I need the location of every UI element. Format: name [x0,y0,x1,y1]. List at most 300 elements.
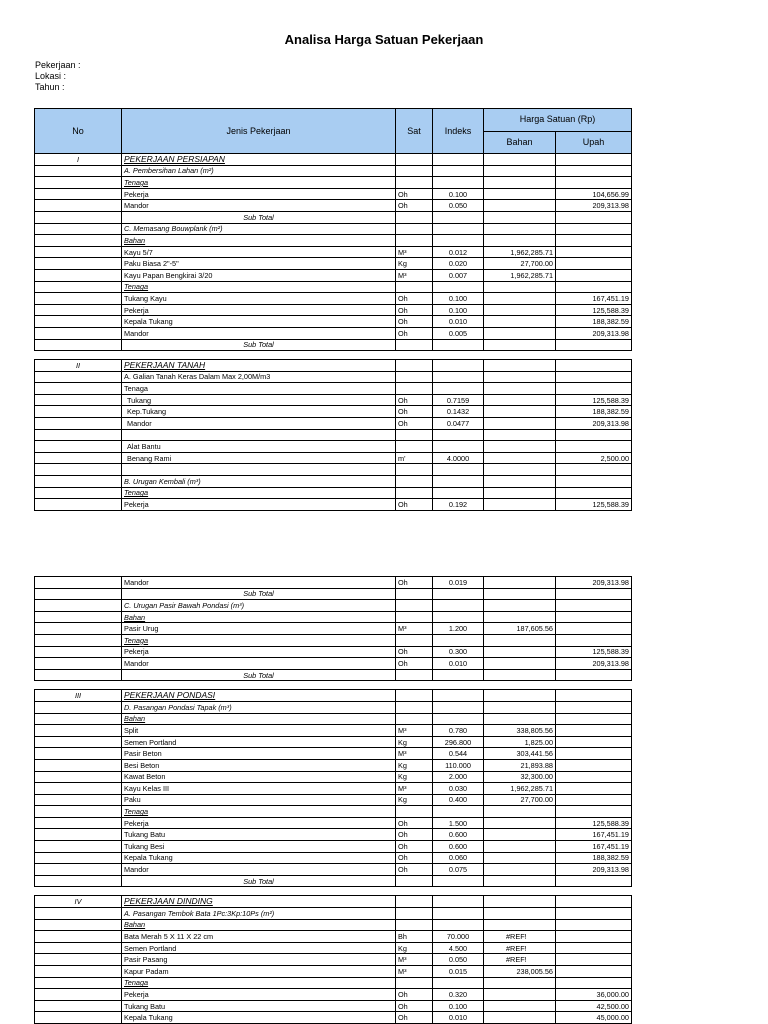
table-cell [396,441,433,453]
table-cell [396,429,433,441]
table-cell: M³ [396,748,433,760]
section-row [35,360,632,372]
table-cell [484,896,556,908]
table-cell: Alat Bantu [122,441,396,453]
analysis-table-2 [34,576,632,1024]
table-cell: Kg [396,759,433,771]
document-meta [35,60,81,93]
table-cell: Pasir Pasang [122,954,396,966]
table-cell [556,339,632,351]
table-cell: Oh [396,394,433,406]
table-cell [556,794,632,806]
table-cell: Pekerja [122,304,396,316]
table-cell [484,223,556,235]
table-cell [396,875,433,887]
table-cell [433,611,484,623]
table-row [35,200,632,212]
table-cell: Oh [396,418,433,430]
table-cell: Mandor [122,864,396,876]
table-cell: 1,962,285.71 [484,246,556,258]
table-cell: 36,000.00 [556,989,632,1001]
table-cell [35,246,122,258]
table-row [35,281,632,293]
table-cell [35,942,122,954]
table-cell [433,806,484,818]
table-cell: 32,300.00 [484,771,556,783]
table-cell: Tukang Kayu [122,293,396,305]
table-cell [35,327,122,339]
table-cell [35,817,122,829]
table-cell: 0.015 [433,966,484,978]
table-cell [484,1000,556,1012]
table-cell: Pekerja [122,646,396,658]
table-cell [433,165,484,177]
table-cell [35,383,122,395]
table-row [35,736,632,748]
table-cell [396,896,433,908]
table-cell: Tukang Besi [122,841,396,853]
table-cell: Pekerja [122,989,396,1001]
table-cell [396,371,433,383]
table-cell [556,806,632,818]
table-cell [35,293,122,305]
meta-tahun: Tahun : [35,82,65,92]
table-cell [35,771,122,783]
table-cell [433,476,484,488]
table-cell: Tenaga [122,383,396,395]
table-cell [433,487,484,499]
table-cell: 188,382.59 [556,852,632,864]
table-cell: 0.075 [433,864,484,876]
table-cell: Oh [396,293,433,305]
table-cell [556,154,632,166]
table-cell [35,429,122,441]
table-cell [396,235,433,247]
table-cell: 209,313.98 [556,200,632,212]
table-cell [484,669,556,681]
table-cell: 0.050 [433,954,484,966]
table-cell [556,487,632,499]
table-cell [556,464,632,476]
table-row [35,577,632,589]
section-row [35,896,632,908]
table-cell [35,588,122,600]
table-row [35,476,632,488]
table-cell [484,658,556,670]
table-cell [484,577,556,589]
table-cell: PEKERJAAN PONDASI [122,690,396,702]
table-row [35,452,632,464]
section-row [35,154,632,166]
table-cell [396,154,433,166]
table-cell [35,966,122,978]
table-cell [396,634,433,646]
table-cell: M³ [396,966,433,978]
table-cell: III [35,690,122,702]
table-cell [35,165,122,177]
table-cell: Oh [396,304,433,316]
table-cell [433,383,484,395]
table-cell [556,246,632,258]
table-cell [396,669,433,681]
table-cell: 0.7159 [433,394,484,406]
table-cell [433,588,484,600]
table-cell [484,690,556,702]
table-cell: Tenaga [122,281,396,293]
table-cell [433,977,484,989]
table-cell [35,646,122,658]
table-cell [484,464,556,476]
table-cell: 209,313.98 [556,577,632,589]
table-cell: A. Pembersihan Lahan (m²) [122,165,396,177]
table-cell: 2.000 [433,771,484,783]
table-row [35,235,632,247]
table-body [35,154,632,511]
table-cell [35,841,122,853]
table-cell [35,600,122,612]
table-cell [484,634,556,646]
table-row [35,383,632,395]
table-cell: Tukang [122,394,396,406]
table-row [35,725,632,737]
table-cell [35,418,122,430]
table-cell: Kg [396,258,433,270]
table-cell [556,383,632,395]
table-cell: Pekerja [122,499,396,511]
table-cell: 209,313.98 [556,418,632,430]
table-cell [396,487,433,499]
table-cell: 0.1432 [433,406,484,418]
page-title: Analisa Harga Satuan Pekerjaan [284,32,484,47]
table-cell: 1,825.00 [484,736,556,748]
table-cell: D. Pasangan Pondasi Tapak (m³) [122,701,396,713]
table-row [35,623,632,635]
table-row [35,487,632,499]
table-row [35,464,632,476]
table-cell: IV [35,896,122,908]
section-row [35,690,632,702]
table-cell: 0.100 [433,1000,484,1012]
table-cell [556,713,632,725]
table-cell [396,360,433,372]
table-cell: Kg [396,736,433,748]
table-cell: 0.300 [433,646,484,658]
table-cell: 303,441.56 [484,748,556,760]
table-cell: Oh [396,327,433,339]
table-cell [484,327,556,339]
table-cell: Pasir Urug [122,623,396,635]
table-cell: 167,451.19 [556,841,632,853]
table-cell [484,487,556,499]
table-row [35,304,632,316]
table-row [35,246,632,258]
table-cell: 27,700.00 [484,258,556,270]
table-cell: 110.000 [433,759,484,771]
table-cell: M³ [396,725,433,737]
table-cell [484,316,556,328]
table-cell [35,713,122,725]
table-cell: Oh [396,1012,433,1024]
table-cell: Pekerja [122,188,396,200]
table-cell [35,908,122,920]
table-cell [433,690,484,702]
table-cell [556,725,632,737]
table-cell [484,646,556,658]
table-cell [35,725,122,737]
table-cell [556,634,632,646]
table-cell: Tenaga [122,634,396,646]
table-cell: M³ [396,246,433,258]
table-cell: Oh [396,577,433,589]
table-cell [396,281,433,293]
table-cell: 4.500 [433,942,484,954]
table-cell [484,713,556,725]
table-cell: M³ [396,954,433,966]
table-cell [35,1012,122,1024]
table-cell: 1.500 [433,817,484,829]
table-cell [35,954,122,966]
table-row [35,783,632,795]
table-cell [396,690,433,702]
table-cell: 125,588.39 [556,499,632,511]
subtotal-row [35,211,632,223]
table-cell: 70.000 [433,931,484,943]
table-cell [35,783,122,795]
table-cell [556,588,632,600]
table-cell: 338,805.56 [484,725,556,737]
table-cell [484,499,556,511]
table-cell [433,713,484,725]
table-row [35,600,632,612]
table-cell: Sub Total [122,669,396,681]
table-cell: Kawat Beton [122,771,396,783]
table-cell: 0.005 [433,327,484,339]
table-cell [433,464,484,476]
table-cell [396,806,433,818]
table-cell [556,281,632,293]
table-cell: 0.019 [433,577,484,589]
table-cell [433,360,484,372]
table-cell: Tenaga [122,977,396,989]
table-cell: Tenaga [122,177,396,189]
table-cell [35,875,122,887]
table-cell [35,394,122,406]
table-cell [556,600,632,612]
table-cell: 1,962,285.71 [484,269,556,281]
table-cell [433,235,484,247]
table-cell: 0.400 [433,794,484,806]
table-row [35,977,632,989]
table-cell: Oh [396,841,433,853]
table-cell [396,177,433,189]
table-cell [556,429,632,441]
table-cell: 0.600 [433,829,484,841]
table-cell: 188,382.59 [556,406,632,418]
table-cell [484,371,556,383]
table-cell [433,371,484,383]
table-body [35,577,632,1024]
table-row [35,806,632,818]
table-cell: A. Pasangan Tembok Bata 1Pc:3Kp:10Ps (m²) [122,908,396,920]
table-cell [556,736,632,748]
table-cell [35,339,122,351]
table-cell: 0.544 [433,748,484,760]
table-cell [484,1012,556,1024]
table-cell: Kg [396,794,433,806]
header-no: No [35,109,122,154]
table-cell [35,806,122,818]
table-cell [556,223,632,235]
table-cell [35,887,632,896]
table-cell [433,669,484,681]
table-cell [35,852,122,864]
table-cell: 0.010 [433,658,484,670]
table-row [35,701,632,713]
table-row [35,954,632,966]
table-cell: I [35,154,122,166]
table-cell: Oh [396,646,433,658]
table-cell [556,258,632,270]
table-cell: 209,313.98 [556,864,632,876]
table-cell [484,875,556,887]
table-row [35,165,632,177]
table-cell [433,896,484,908]
table-cell [556,896,632,908]
table-cell [35,1000,122,1012]
table-cell [556,165,632,177]
table-cell [556,759,632,771]
table-row [35,441,632,453]
table-cell: Kep.Tukang [122,406,396,418]
table-cell [484,701,556,713]
table-row [35,371,632,383]
table-cell [396,908,433,920]
table-cell: 1,962,285.71 [484,783,556,795]
table-cell: Mandor [122,658,396,670]
table-cell: M³ [396,269,433,281]
table-cell: Bahan [122,611,396,623]
subtotal-row [35,339,632,351]
table-row [35,794,632,806]
table-cell [556,211,632,223]
table-cell [35,200,122,212]
table-cell [35,864,122,876]
table-row [35,887,632,896]
table-cell [484,476,556,488]
table-cell [484,429,556,441]
table-cell [433,177,484,189]
table-row [35,864,632,876]
table-cell [35,669,122,681]
table-cell [556,669,632,681]
table-row [35,188,632,200]
table-cell [433,441,484,453]
table-cell [556,623,632,635]
table-cell: II [35,360,122,372]
table-cell: 0.050 [433,200,484,212]
table-cell: Kapur Padam [122,966,396,978]
table-cell [484,829,556,841]
table-cell: 0.010 [433,316,484,328]
table-cell [556,177,632,189]
table-cell [484,406,556,418]
table-cell: 0.320 [433,989,484,1001]
table-cell: B. Urugan Kembali (m³) [122,476,396,488]
table-cell [484,588,556,600]
subtotal-row [35,588,632,600]
table-cell: Oh [396,200,433,212]
table-cell: 0.0477 [433,418,484,430]
table-cell [433,634,484,646]
table-cell: Benang Rami [122,452,396,464]
table-cell [396,919,433,931]
table-cell: Kepala Tukang [122,316,396,328]
table-row [35,748,632,760]
table-row [35,931,632,943]
table-cell [556,977,632,989]
table-cell [484,188,556,200]
table-cell [35,258,122,270]
table-cell [484,817,556,829]
table-row [35,841,632,853]
table-cell [396,223,433,235]
table-cell: Bahan [122,919,396,931]
table-cell [35,759,122,771]
table-cell: #REF! [484,931,556,943]
table-cell: Oh [396,864,433,876]
table-cell: A. Galian Tanah Keras Dalam Max 2,00M/m3 [122,371,396,383]
table-row [35,942,632,954]
table-row [35,817,632,829]
table-cell [396,588,433,600]
table-cell [484,360,556,372]
table-cell [484,611,556,623]
table-cell [484,293,556,305]
table-cell [484,919,556,931]
table-cell [396,600,433,612]
table-cell [35,977,122,989]
table-cell: PEKERJAAN TANAH [122,360,396,372]
table-cell [433,339,484,351]
table-cell [396,977,433,989]
table-cell: 209,313.98 [556,658,632,670]
table-cell: Oh [396,316,433,328]
table-cell: Bh [396,931,433,943]
table-cell [396,165,433,177]
table-row [35,293,632,305]
table-cell [484,852,556,864]
table-cell: PEKERJAAN PERSIAPAN [122,154,396,166]
table-cell [556,954,632,966]
table-row [35,177,632,189]
table-row [35,919,632,931]
table-row [35,499,632,511]
table-cell [556,966,632,978]
table-cell [35,281,122,293]
table-cell: 45,000.00 [556,1012,632,1024]
table-row [35,759,632,771]
table-cell: 0.100 [433,304,484,316]
table-cell: C. Memasang Bouwplank (m²) [122,223,396,235]
table-cell [433,701,484,713]
table-cell: 125,588.39 [556,817,632,829]
header-sat: Sat [396,109,433,154]
table-cell [35,681,632,690]
table-cell [484,841,556,853]
table-cell: 0.030 [433,783,484,795]
table-cell [35,351,632,360]
table-cell [35,269,122,281]
